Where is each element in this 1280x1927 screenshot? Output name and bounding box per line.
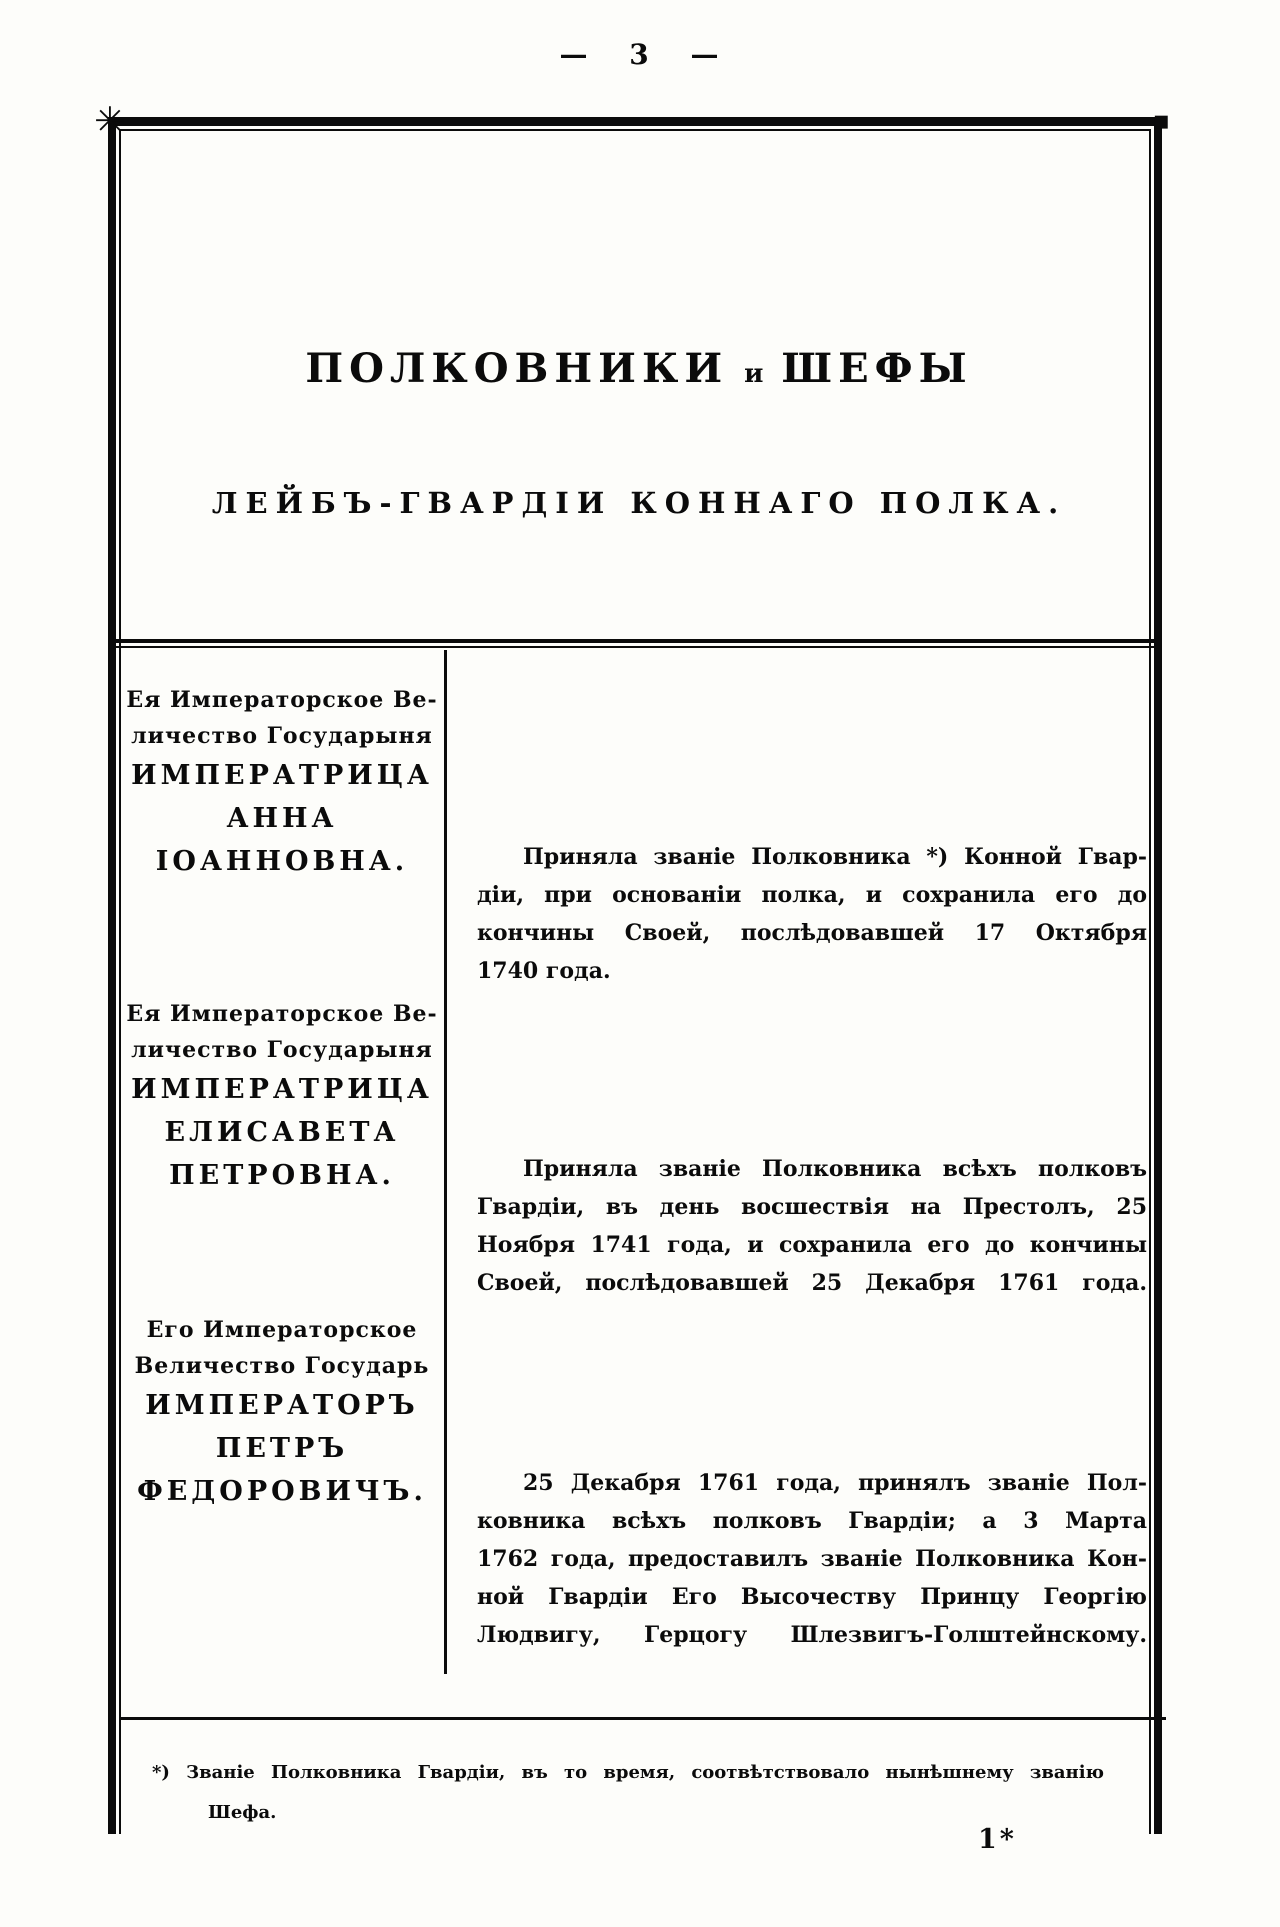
name-line: ФЕДОРОВИЧЪ. bbox=[137, 1476, 427, 1507]
title-word: ПОЛКОВНИКИ bbox=[305, 345, 729, 392]
name-line: ЕЛИСАВЕТА bbox=[164, 1117, 400, 1148]
description-line: 1762 года, предоставилъ званіе Полковника Кон- bbox=[477, 1546, 1147, 1572]
table-header-rule bbox=[112, 639, 1162, 648]
name-line: ИМПЕРАТРИЦА bbox=[131, 1074, 433, 1105]
name-line: АННА bbox=[226, 803, 338, 834]
description-line: Людвигу, Герцогу Шлезвигъ-Голштейнскому. bbox=[477, 1622, 1147, 1648]
name-line: Его Императорское bbox=[146, 1317, 418, 1343]
page-subtitle: ЛЕЙБЪ-ГВАРДІИ КОННАГО ПОЛКА. bbox=[211, 486, 1067, 520]
name-line: ПЕТРЪ bbox=[215, 1433, 349, 1464]
name-line: Ея Императорское Ве- bbox=[126, 1001, 438, 1027]
name-line: Величество Государь bbox=[134, 1353, 430, 1379]
description-line: Гвардіи, въ день восшествія на Престолъ, 25 bbox=[477, 1194, 1147, 1220]
table-column-divider bbox=[444, 650, 447, 1674]
title-word: ШЕФЫ bbox=[781, 345, 973, 392]
name-line: ПЕТРОВНА. bbox=[169, 1160, 395, 1191]
table-row-description bbox=[477, 1150, 1147, 1302]
page-number: — 3 — bbox=[559, 38, 721, 71]
description-line: ковника всѣхъ полковъ Гвардіи; а 3 Марта bbox=[477, 1508, 1147, 1534]
description-line: 25 Декабря 1761 года, принялъ званіе Пол- bbox=[523, 1470, 1147, 1496]
description-line: Приняла званіе Полковника *) Конной Гвар- bbox=[523, 844, 1147, 870]
corner-square-icon: ▪ bbox=[1152, 106, 1170, 136]
name-line: ИМПЕРАТОРЪ bbox=[145, 1390, 419, 1421]
description-line: ной Гвардіи Его Высочеству Принцу Георгію bbox=[477, 1584, 1147, 1610]
name-line: ІОАННОВНА. bbox=[155, 846, 409, 877]
description-line: 1740 года. bbox=[477, 958, 611, 984]
footnote-text: *) Званіе Полковника Гвардіи, въ то время, соотвѣтствовало нынѣшнему званію bbox=[152, 1762, 1104, 1783]
table-row-name bbox=[126, 1312, 438, 1513]
page-title bbox=[108, 345, 1170, 392]
table-row-description bbox=[477, 1464, 1147, 1654]
description-line: Своей, послѣдовавшей 25 Декабря 1761 года. bbox=[477, 1270, 1147, 1296]
table-row-description bbox=[477, 838, 1147, 990]
name-line: личество Государыня bbox=[131, 723, 433, 749]
table-row-name bbox=[126, 996, 438, 1197]
name-line: Ея Императорское Ве- bbox=[126, 687, 438, 713]
name-line: личество Государыня bbox=[131, 1037, 433, 1063]
table-row-name bbox=[126, 682, 438, 883]
description-line: діи, при основаніи полка, и сохранила его до bbox=[477, 882, 1147, 908]
signature-mark: 1* bbox=[978, 1824, 1017, 1855]
title-conjunction: и bbox=[744, 359, 766, 389]
description-line: Приняла званіе Полковника всѣхъ полковъ bbox=[523, 1156, 1147, 1182]
description-line: кончины Своей, послѣдовавшей 17 Октября bbox=[477, 920, 1147, 946]
footnote-text: Шефа. bbox=[208, 1802, 277, 1823]
description-line: Ноября 1741 года, и сохранила его до кончины bbox=[477, 1232, 1147, 1258]
footnote-rule bbox=[120, 1717, 1166, 1720]
corner-star-icon: ✳ bbox=[94, 99, 126, 143]
name-line: ИМПЕРАТРИЦА bbox=[131, 760, 433, 791]
